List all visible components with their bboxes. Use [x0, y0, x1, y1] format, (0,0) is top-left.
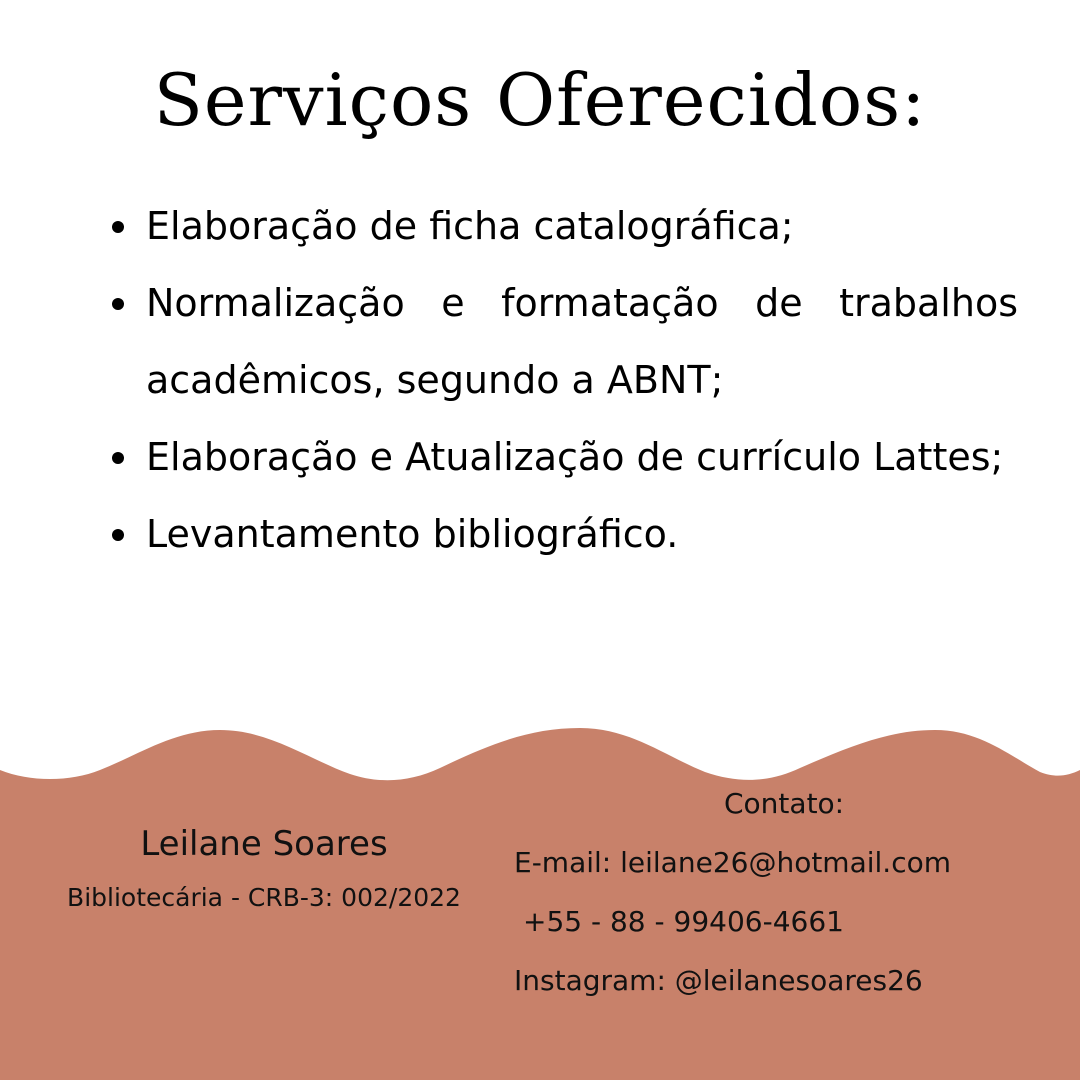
- contact-email: E-mail: leilane26@hotmail.com: [514, 846, 951, 879]
- contact-block: [514, 784, 1054, 1001]
- service-text: Levantamento bibliográfico.: [146, 512, 679, 556]
- service-text: Elaboração de ficha catalográfica;: [146, 204, 794, 248]
- list-item: [110, 188, 1018, 265]
- bullet-icon: [112, 298, 124, 310]
- list-item: [110, 419, 1018, 496]
- list-item: [110, 496, 1018, 573]
- service-text: Normalização e formatação de trabalhos acadêmicos, segundo a ABNT;: [146, 281, 1018, 402]
- profile-role: Bibliotecária - CRB-3: 002/2022: [67, 883, 461, 912]
- list-item: [110, 265, 1018, 419]
- services-list: [110, 188, 1018, 573]
- contact-heading: Contato:: [724, 787, 845, 820]
- profile-name: Leilane Soares: [140, 824, 388, 864]
- contact-phone: +55 - 88 - 99406-4661: [523, 905, 844, 938]
- bullet-icon: [112, 452, 124, 464]
- profile-block: [0, 820, 528, 916]
- page-title: Serviços Oferecidos:: [153, 58, 927, 142]
- contact-instagram: Instagram: @leilanesoares26: [514, 964, 923, 997]
- bullet-icon: [112, 221, 124, 233]
- service-text: Elaboração e Atualização de currículo Lattes;: [146, 435, 1004, 479]
- bullet-icon: [112, 529, 124, 541]
